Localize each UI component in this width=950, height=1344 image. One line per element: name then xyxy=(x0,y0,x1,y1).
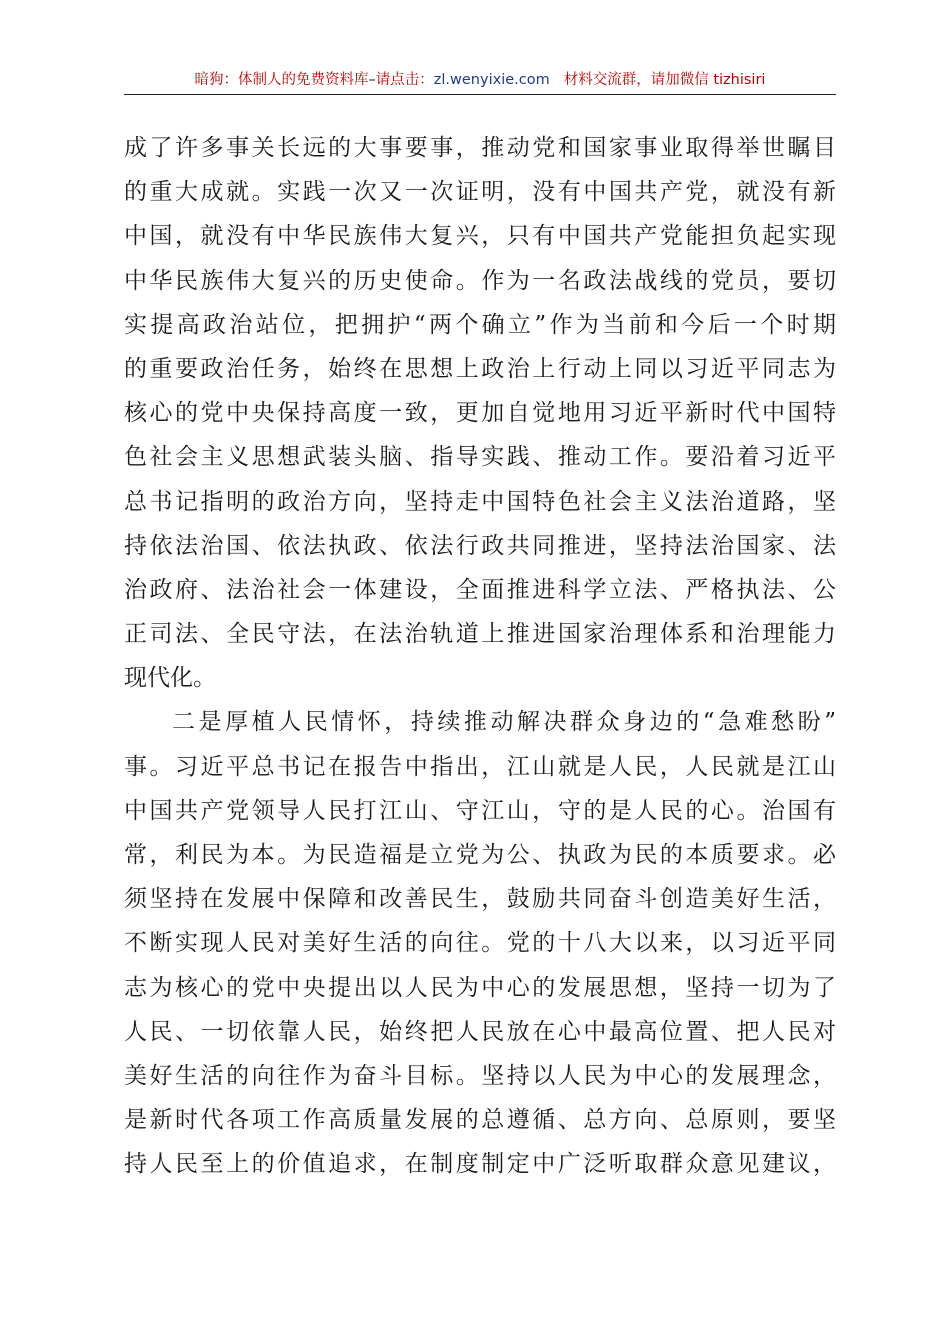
text-line: 核心的党中央保持高度一致，更加自觉地用习近平新时代中国特 xyxy=(124,400,836,427)
text-line: 实提高政治站位，把拥护“两个确立”作为当前和今后一个时期 xyxy=(124,311,836,338)
text-line: 志为核心的党中央提出以人民为中心的发展思想，坚持一切为了 xyxy=(124,974,836,1001)
text-line: 现代化。 xyxy=(124,665,216,692)
text-line: 治政府、法治社会一体建设，全面推进科学立法、严格执法、公 xyxy=(124,576,836,603)
text-line: 常，利民为本。为民造福是立党为公、执政为民的本质要求。必 xyxy=(124,842,836,868)
text-line: 美好生活的向往作为奋斗目标。坚持以人民为中心的发展理念， xyxy=(124,1062,836,1089)
page-header xyxy=(124,68,836,95)
text-line: 二是厚植人民情怀，持续推动解决群众身边的“急难愁盼” xyxy=(172,709,836,736)
text-line: 事。习近平总书记在报告中指出，江山就是人民，人民就是江山 xyxy=(124,753,836,780)
text-line: 不断实现人民对美好生活的向往。党的十八大以来，以习近平同 xyxy=(124,930,836,957)
document-body xyxy=(124,126,836,1187)
text-line: 总书记指明的政治方向，坚持走中国特色社会主义法治道路，坚 xyxy=(124,488,836,515)
header-dash: – xyxy=(368,72,376,88)
text-line: 正司法、全民守法，在法治轨道上推进国家治理体系和治理能力 xyxy=(124,621,836,648)
text-line: 持依法治国、依法执政、依法行政共同推进，坚持法治国家、法 xyxy=(124,532,836,559)
header-brand: 暗狗：体制人的免费资料库 xyxy=(194,72,369,88)
text-line: 成了许多事关长远的大事要事，推动党和国家事业取得举世瞩目 xyxy=(124,135,836,161)
text-line: 持人民至上的价值追求，在制度制定中广泛听取群众意见建议， xyxy=(124,1151,836,1178)
header-click-prompt: 请点击： xyxy=(375,72,434,88)
text-line: 中国共产党领导人民打江山、守江山，守的是人民的心。治国有 xyxy=(124,797,836,824)
text-line: 的重要政治任务，始终在思想上政治上行动上同以习近平同志为 xyxy=(124,355,836,382)
header-wechat-note: 材料交流群，请加微信 tizhisiri xyxy=(563,72,766,88)
text-line: 中华民族伟大复兴的历史使命。作为一名政法战线的党员，要切 xyxy=(124,267,836,294)
text-line: 人民、一切依靠人民，始终把人民放在心中最高位置、把人民对 xyxy=(124,1018,836,1045)
paragraph-1 xyxy=(124,126,836,700)
text-line: 须坚持在发展中保障和改善民生，鼓励共同奋斗创造美好生活， xyxy=(124,886,836,913)
text-line: 色社会主义思想武装头脑、指导实践、推动工作。要沿着习近平 xyxy=(124,444,836,471)
text-line: 是新时代各项工作高质量发展的总遵循、总方向、总原则，要坚 xyxy=(124,1107,836,1134)
text-line: 中国，就没有中华民族伟大复兴，只有中国共产党能担负起实现 xyxy=(124,223,836,250)
paragraph-2 xyxy=(124,700,836,1186)
text-line: 的重大成就。实践一次又一次证明，没有中国共产党，就没有新 xyxy=(124,179,836,206)
header-url-link[interactable]: zl.wenyixie.com xyxy=(433,72,550,88)
